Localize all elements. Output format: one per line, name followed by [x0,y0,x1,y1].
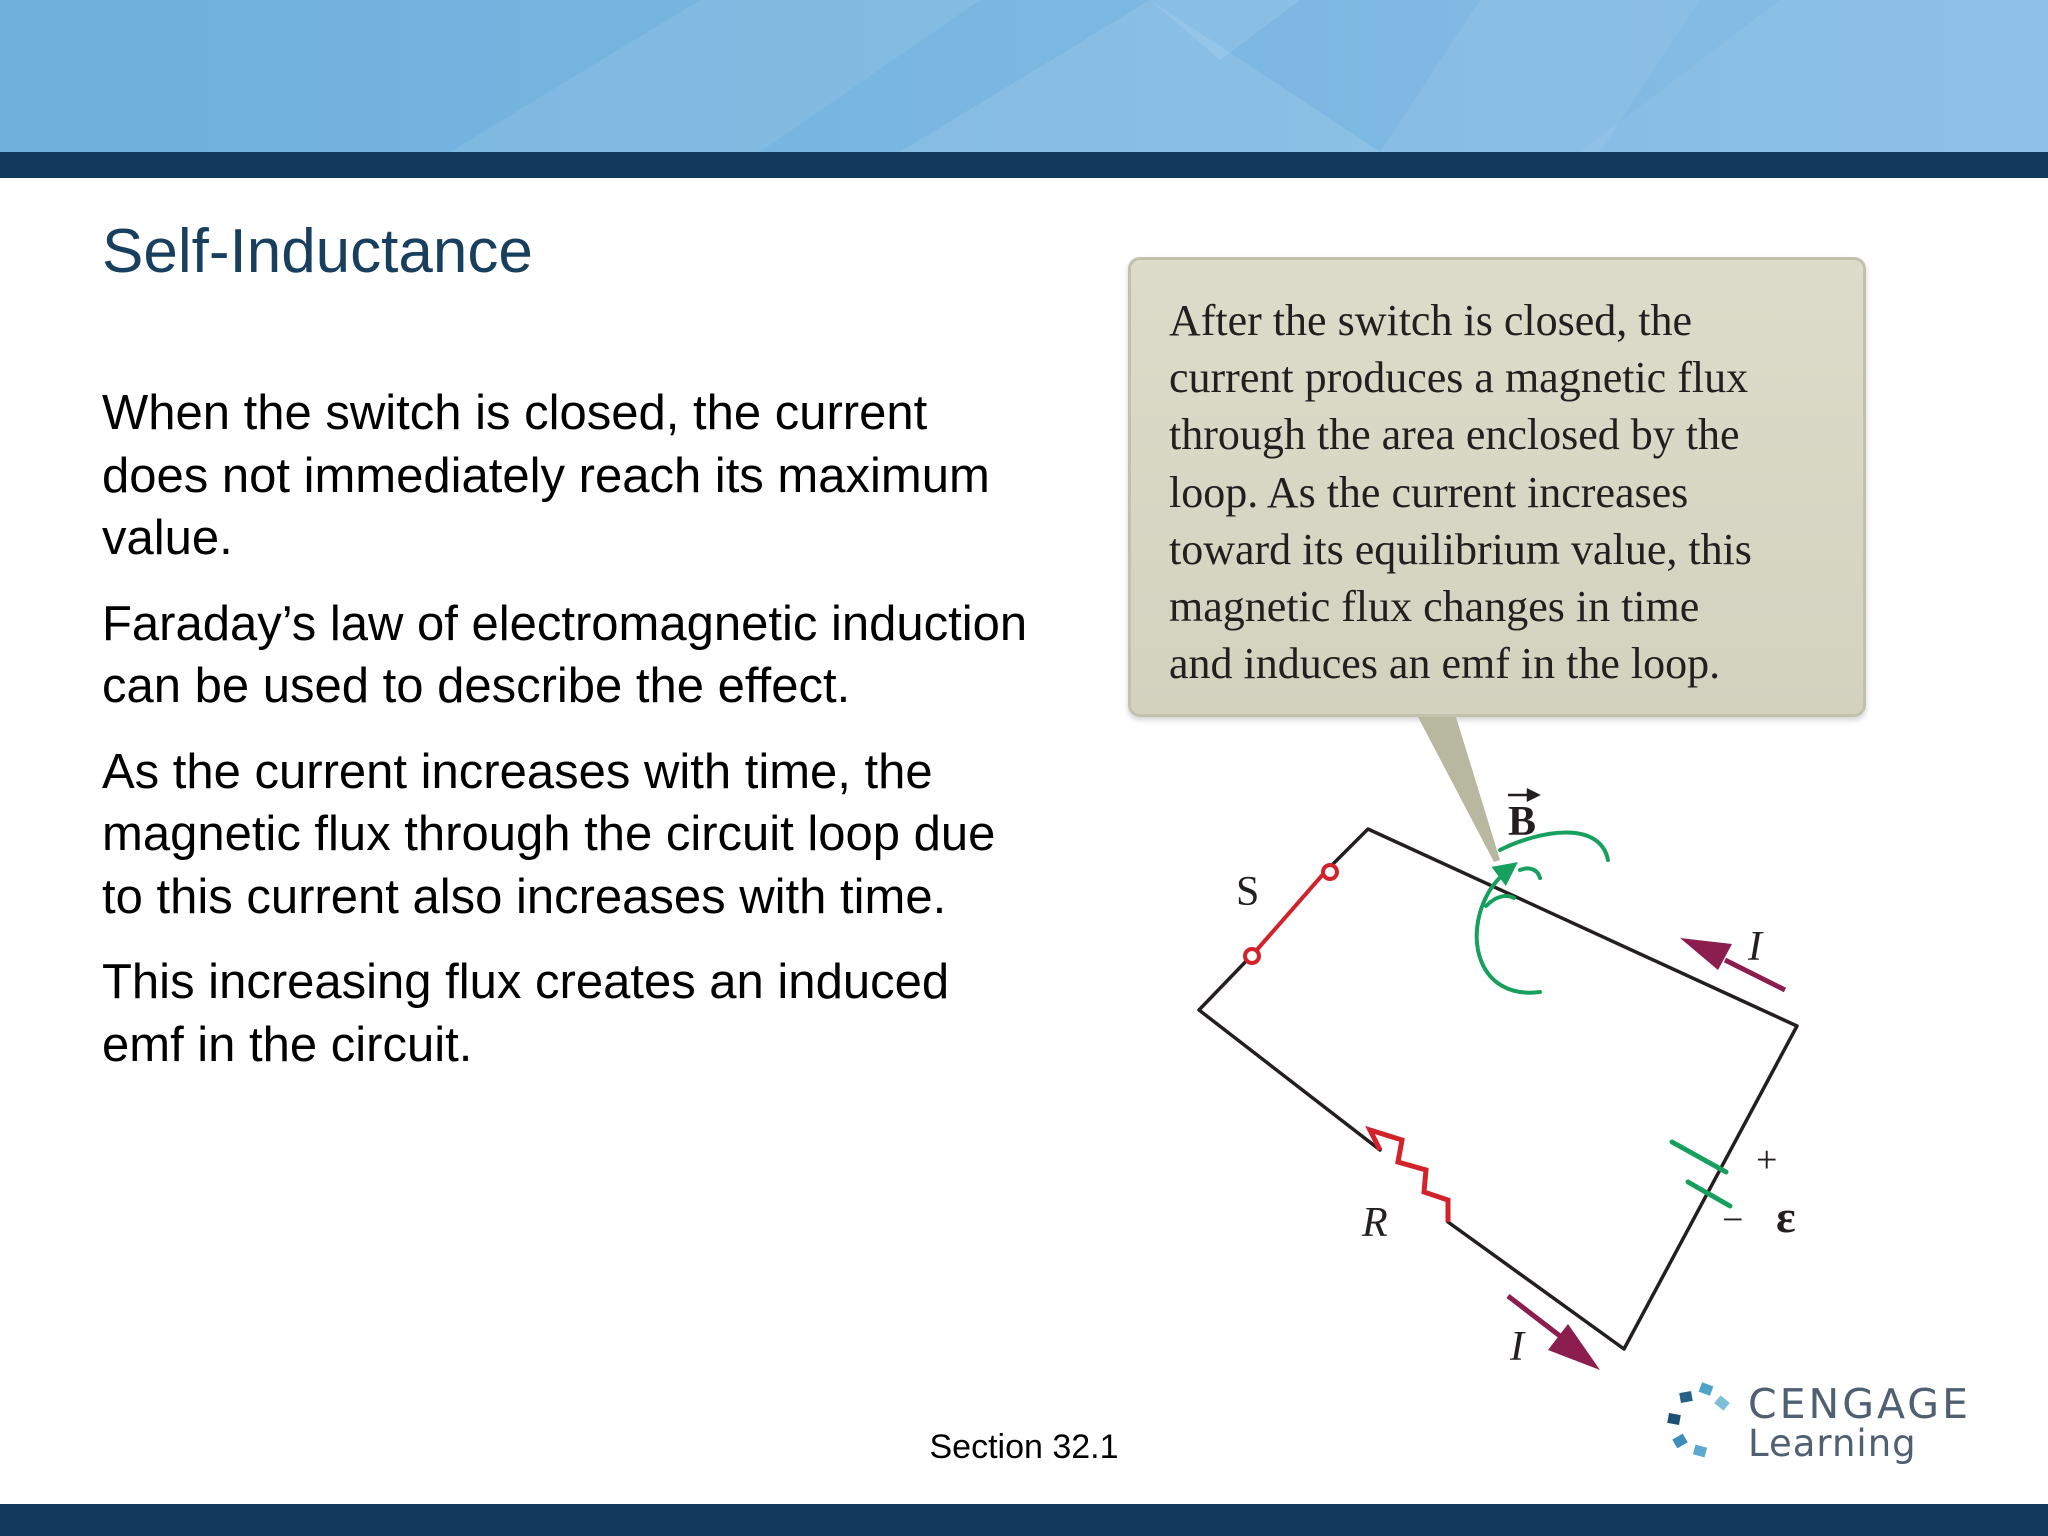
header-rule [0,152,2048,178]
body-paragraph: Faraday’s law of electromagnetic induction can be used to describe the effect. [102,596,1028,713]
section-label: Section 32.1 [929,1428,1119,1466]
body-paragraph: As the current increases with time, the magnetic flux through the circuit loop due to this current also increases with time. [102,744,996,924]
battery [1672,1142,1730,1206]
cengage-logo [1660,1378,1971,1478]
logo-sub: Learning [1748,1422,1917,1465]
logo-brand: CENGAGE [1748,1380,1971,1428]
body-paragraph: When the switch is closed, the current does not immediately reach its maximum value. [102,386,990,565]
resistor-label: R [1362,1200,1388,1246]
slide-body [102,382,1032,1099]
circuit-diagram [1128,717,1848,1377]
logo-mark-icon [1660,1378,1750,1478]
circuit-wire [1199,829,1797,1349]
footer-rule [0,1504,2048,1536]
current-label-top: I [1748,924,1762,970]
field-label: B [1508,799,1537,845]
current-label-bottom: I [1510,1324,1524,1370]
minus-label: − [1722,1199,1744,1241]
switch-label: S [1236,869,1260,915]
callout-text: After the switch is closed, the current produces a magnetic flux through the area enclosed by the loop. As the current increases toward its equilibrium value, this magnetic flux changes in time and induces an emf in the loop. [1169,296,1752,689]
slide-title: Self-Inductance [102,217,533,286]
plus-label: + [1756,1139,1778,1181]
current-arrow-top [1680,938,1785,990]
callout-box [1128,257,1866,717]
callout-pointer [1418,717,1500,862]
emf-label: ε [1776,1191,1796,1242]
body-paragraph: This increasing flux creates an induced emf in the circuit. [102,955,950,1072]
header-banner [0,0,2048,152]
